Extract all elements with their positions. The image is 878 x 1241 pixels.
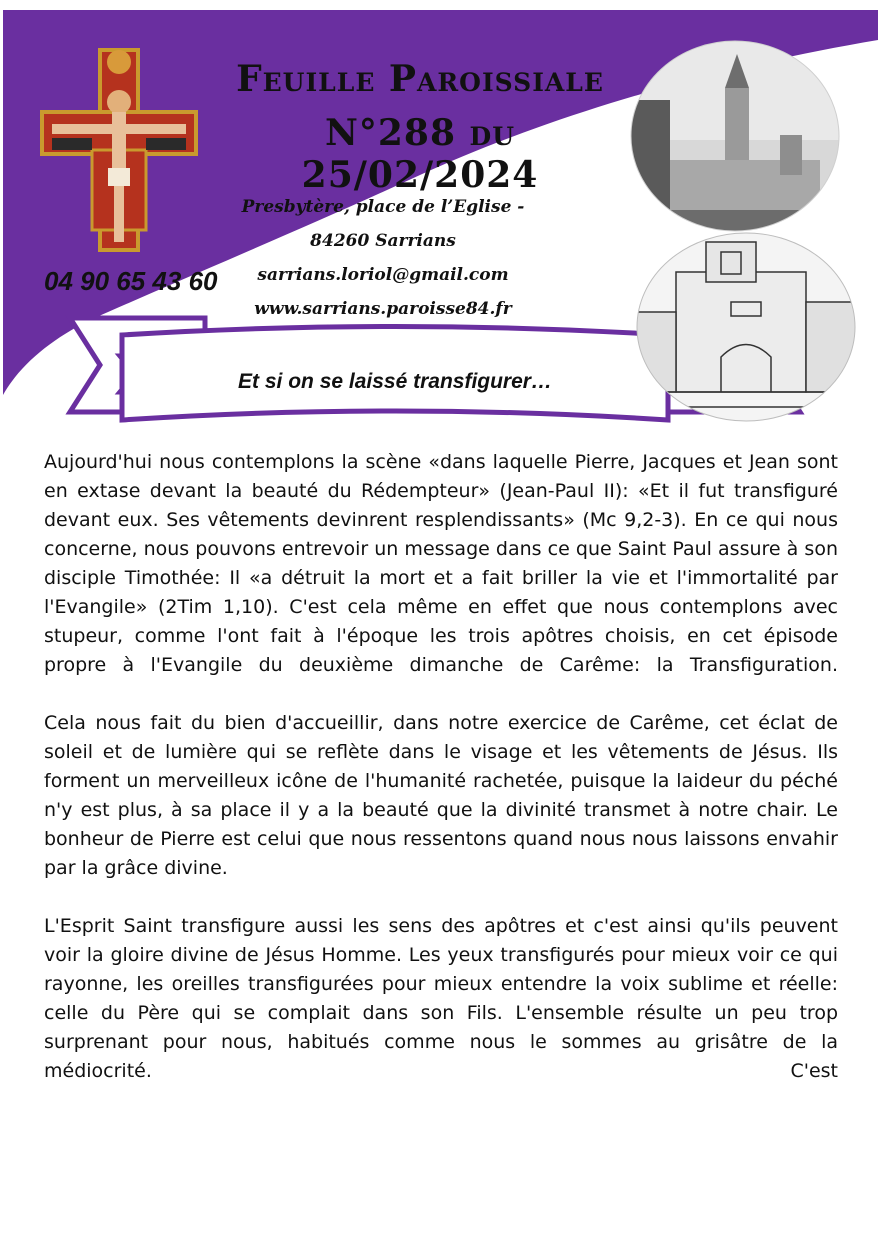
title-line-1: Feuille Paroissiale — [236, 58, 604, 100]
website-link[interactable]: www.sarrians.paroisse84.fr — [254, 299, 512, 319]
paragraph-1: Aujourd'hui nous contemplons la scène «dans laquelle Pierre, Jacques et Jean sont en extase devant la beauté du Rédempteur» (Jean-Paul II): «Et il fut transfiguré devant eux. Ses vêtements devinrent resplendissants» (Mc 9,2-3). En ce qui nous concerne, nous pouvons entrevoir un message dans ce que Saint Paul assure à son disciple Timothée: Il «a détruit la mort et a fait briller la vie et l'immortalité par l'Evangile» (2Tim 1,10). C'est cela même en effet que nous contemplons avec stupeur, comme l'ont fait à l'époque les trois apôtres choisis, en cet épisode propre à l'Evangile du deuxième dimanche de Carême: la Transfiguration. — [44, 451, 838, 676]
title-line-2: N°288 du 25/02/2024 — [301, 112, 539, 196]
church-photo — [630, 40, 840, 232]
church-sketch — [636, 232, 856, 422]
paragraph-2: Cela nous fait du bien d'accueillir, dans notre exercice de Carême, cet éclat de soleil et de lumière qui se reflète dans le visage et les vêtements de Jésus. Ils forment un merveilleux icône de l'humanité rachetée, puisque la laideur du péché n'y est plus, à sa place il y a la beauté que la divinité transmet à notre chair. Le bonheur de Pierre est celui que nous ressentons quand nous nous laissons envahir par la grâce divine. — [44, 712, 838, 879]
email-link[interactable]: sarrians.loriol@gmail.com — [257, 265, 509, 285]
address-line-1: Presbytère, place de l’Eglise - — [241, 197, 525, 217]
banner-title: Et si on se laissé transfigurer… — [238, 370, 552, 393]
article-body — [44, 448, 838, 1115]
contact-block — [238, 190, 528, 326]
phone-number: 04 90 65 43 60 — [44, 266, 218, 296]
paragraph-3: L'Esprit Saint transfigure aussi les sens des apôtres et c'est ainsi qu'ils peuvent voir la gloire divine de Jésus Homme. Les yeux transfigurés pour mieux voir ce qui rayonne, les oreilles transfigurées pour mieux entendre la voix sublime et réelle: celle du Père qui se complait dans son Fils. L'ensemble résulte un peu trop surprenant pour nous, habitués comme nous le sommes au grisâtre de la médiocrité. C'est — [44, 915, 838, 1082]
crucifix-icon — [38, 40, 200, 256]
address-line-2: 84260 Sarrians — [310, 231, 456, 251]
